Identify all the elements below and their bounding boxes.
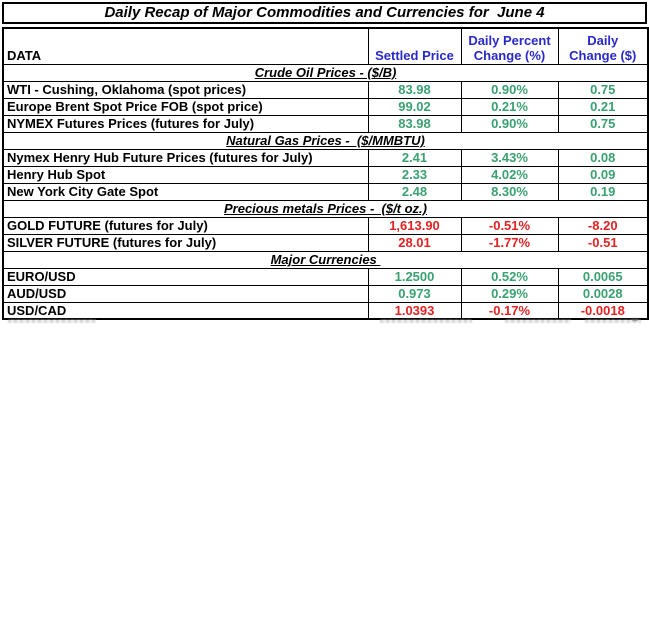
row-label: NYMEX Futures Prices (futures for July) (3, 115, 368, 132)
col-header-daily-percent-change-line2: Change (%) (473, 47, 546, 63)
daily-change-cell: -0.0018 (558, 302, 648, 319)
table-row (3, 98, 648, 115)
settled-price-cell: 83.98 (368, 115, 461, 132)
section-header-row (3, 200, 648, 217)
compression-artifact (380, 319, 472, 323)
daily-percent-change-cell: 0.90% (461, 115, 558, 132)
section-heading-text: Natural Gas Prices - ($/MMBTU) (226, 133, 425, 148)
daily-change-cell: 0.21 (558, 98, 648, 115)
settled-price-cell: 1.0393 (368, 302, 461, 319)
daily-percent-change-cell: -0.51% (461, 217, 558, 234)
row-label: WTI - Cushing, Oklahoma (spot prices) (3, 81, 368, 98)
row-label: SILVER FUTURE (futures for July) (3, 234, 368, 251)
row-label: AUD/USD (3, 285, 368, 302)
daily-change-cell: 0.08 (558, 149, 648, 166)
section-header-row (3, 64, 648, 81)
row-label: Europe Brent Spot Price FOB (spot price) (3, 98, 368, 115)
row-label: GOLD FUTURE (futures for July) (3, 217, 368, 234)
column-header-row (3, 28, 648, 64)
section-heading-text: Major Currencies (270, 252, 381, 267)
table-row (3, 302, 648, 319)
row-label: USD/CAD (3, 302, 368, 319)
settled-price-cell: 1.2500 (368, 268, 461, 285)
settled-price-cell: 0.973 (368, 285, 461, 302)
section-heading-text: Precious metals Prices - ($/t oz.) (223, 201, 428, 216)
daily-change-cell: 0.75 (558, 81, 648, 98)
compression-artifact (8, 319, 96, 323)
table-body (3, 64, 648, 319)
row-label: Henry Hub Spot (3, 166, 368, 183)
col-header-daily-change-line1: Daily (587, 32, 619, 48)
row-label: Nymex Henry Hub Future Prices (futures for July) (3, 149, 368, 166)
col-header-daily-change-line2: Change ($) (569, 47, 637, 63)
daily-change-cell: 0.75 (558, 115, 648, 132)
col-header-data: DATA (3, 28, 368, 64)
section-heading (3, 251, 648, 268)
col-header-daily-percent-change-line1: Daily Percent (468, 32, 551, 48)
settled-price-cell: 2.48 (368, 183, 461, 200)
compression-artifact (632, 318, 638, 321)
daily-percent-change-cell: 0.29% (461, 285, 558, 302)
section-header-row (3, 251, 648, 268)
settled-price-cell: 1,613.90 (368, 217, 461, 234)
daily-change-cell: 0.19 (558, 183, 648, 200)
daily-change-cell: 0.0028 (558, 285, 648, 302)
daily-percent-change-cell: 4.02% (461, 166, 558, 183)
commodities-recap-sheet (2, 2, 647, 320)
compression-artifact (505, 319, 571, 323)
table-row (3, 217, 648, 234)
daily-percent-change-cell: -0.17% (461, 302, 558, 319)
page-title: Daily Recap of Major Commodities and Currencies for June 4 (2, 2, 647, 24)
daily-percent-change-cell: 0.52% (461, 268, 558, 285)
daily-percent-change-cell: 8.30% (461, 183, 558, 200)
table-row (3, 81, 648, 98)
section-heading (3, 64, 648, 81)
row-label: New York City Gate Spot (3, 183, 368, 200)
table-row (3, 268, 648, 285)
daily-percent-change-cell: 0.21% (461, 98, 558, 115)
section-heading (3, 200, 648, 217)
commodities-table (2, 27, 649, 320)
daily-change-cell: -0.51 (558, 234, 648, 251)
daily-change-cell: 0.09 (558, 166, 648, 183)
col-header-settled-price: Settled Price (368, 28, 461, 64)
row-label: EURO/USD (3, 268, 368, 285)
section-heading-text: Crude Oil Prices - ($/B) (254, 65, 397, 80)
daily-percent-change-cell: 3.43% (461, 149, 558, 166)
settled-price-cell: 83.98 (368, 81, 461, 98)
col-header-daily-change (558, 28, 648, 64)
daily-percent-change-cell: 0.90% (461, 81, 558, 98)
table-row (3, 166, 648, 183)
table-row (3, 234, 648, 251)
col-header-daily-percent-change (461, 28, 558, 64)
section-header-row (3, 132, 648, 149)
settled-price-cell: 2.41 (368, 149, 461, 166)
settled-price-cell: 28.01 (368, 234, 461, 251)
table-row (3, 115, 648, 132)
settled-price-cell: 99.02 (368, 98, 461, 115)
settled-price-cell: 2.33 (368, 166, 461, 183)
daily-change-cell: 0.0065 (558, 268, 648, 285)
table-row (3, 183, 648, 200)
daily-percent-change-cell: -1.77% (461, 234, 558, 251)
daily-change-cell: -8.20 (558, 217, 648, 234)
table-row (3, 285, 648, 302)
section-heading (3, 132, 648, 149)
table-row (3, 149, 648, 166)
